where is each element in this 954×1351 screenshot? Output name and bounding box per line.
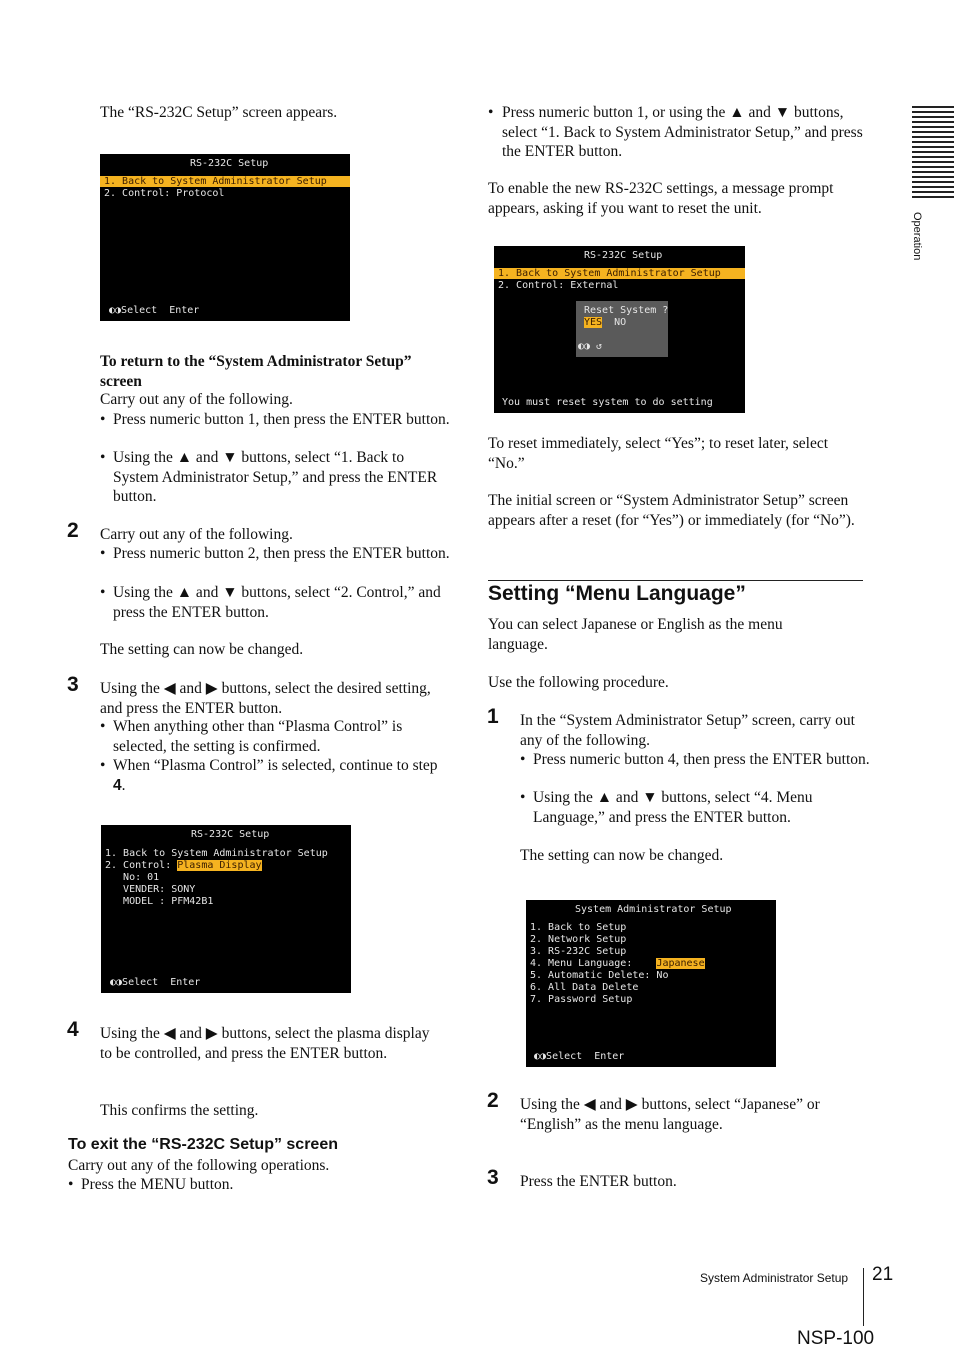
step2-intro: Carry out any of the following.: [100, 526, 293, 543]
screen-footer: [110, 977, 200, 989]
footer-text: Select Enter: [546, 1051, 625, 1062]
exit-intro: Carry out any of the following operations.: [68, 1157, 330, 1174]
step1-after: The setting can now be changed.: [520, 847, 724, 864]
menu-item-control: 2. Control: External: [498, 280, 619, 291]
left-right-icon: ◐◑: [534, 1051, 547, 1062]
screen-footer: You must reset system to do setting: [502, 397, 713, 408]
step2-intro: Using the ◀ and ▶ buttons, select “Japanese” or “English” as the menu language.: [520, 1096, 820, 1133]
menu-item-language: 4. Menu Language: Japanese: [530, 958, 705, 969]
menu-item-network: 2. Network Setup: [530, 934, 627, 945]
proc-para: Use the following procedure.: [488, 674, 669, 691]
dialog-nav-icons: ◐◑ ↺: [578, 341, 603, 352]
reset-dialog: [576, 301, 668, 357]
footer-section: System Administrator Setup: [700, 1271, 849, 1285]
rs232c-setup-screen: [100, 154, 350, 321]
exit-heading: To exit the “RS-232C Setup” screen: [68, 1136, 338, 1153]
yes-option: YES: [584, 317, 603, 328]
step4-after: This confirms the setting.: [100, 1102, 259, 1119]
device-model: MODEL : PFM42B1: [105, 896, 214, 907]
rs232c-reset-screen: [494, 246, 745, 413]
bullet-item: • Using the ▲ and ▼ buttons, select “1. Back to System Administrator Setup,” and press the ENTER button.: [100, 449, 438, 505]
screen-footer: [109, 305, 199, 317]
menu-item-auto-delete: 5. Automatic Delete: No: [530, 970, 669, 981]
system-admin-setup-screen: [526, 900, 776, 1067]
menu-item-back: 1. Back to System Administrator Setup: [498, 268, 721, 279]
screen-title: RS-232C Setup: [191, 829, 270, 840]
step-number: 2: [67, 519, 79, 542]
menu-item-data-delete: 6. All Data Delete: [530, 982, 639, 993]
bullet-item: • Press numeric button 4, then press the ENTER button.: [520, 751, 870, 768]
step1-intro: In the “System Administrator Setup” screen, carry out any of the following.: [520, 712, 855, 749]
menu-item-password: 7. Password Setup: [530, 994, 633, 1005]
bullet-item: • Press the MENU button.: [68, 1176, 234, 1193]
footer-text: Select Enter: [122, 977, 201, 988]
control-value-highlight: Plasma Display: [177, 860, 262, 871]
section-title: Setting “Menu Language”: [488, 582, 746, 605]
page-number: 21: [872, 1264, 894, 1285]
bullet-item: • Using the ▲ and ▼ buttons, select “4. Menu Language,” and press the ENTER button.: [520, 789, 813, 826]
step-number: 3: [67, 673, 79, 696]
section-rule: [488, 580, 863, 581]
device-vendor: VENDER: SONY: [105, 884, 196, 895]
menu-item-control: 2. Control: Plasma Display: [105, 860, 262, 871]
model-name: NSP-100: [797, 1328, 875, 1349]
menu-item-rs232c: 3. RS-232C Setup: [530, 946, 627, 957]
step3-intro: Press the ENTER button.: [520, 1173, 677, 1190]
bullet-item: • When anything other than “Plasma Control” is selected, the setting is confirmed.: [100, 718, 403, 755]
initial-para: The initial screen or “System Administrator Setup” screen appears after a reset (for “Yes”) or immediately (for “No”).: [488, 492, 855, 529]
lang-para: You can select Japanese or English as the menu language.: [488, 616, 783, 653]
screen-title: System Administrator Setup: [575, 904, 732, 915]
intro-text: The “RS-232C Setup” screen appears.: [100, 104, 338, 121]
step-number: 3: [487, 1166, 499, 1189]
bullet-item: • Press numeric button 1, or using the ▲ and ▼ buttons, select “1. Back to System Administrator Setup,” and press the ENTER button.: [488, 104, 863, 160]
step-number: 2: [487, 1089, 499, 1112]
footer-text: Select Enter: [121, 305, 200, 316]
device-number: No: 01: [105, 872, 160, 883]
menu-item-back-to-setup: 1. Back to Setup: [530, 922, 627, 933]
dialog-options: [584, 317, 626, 329]
screen-title: RS-232C Setup: [190, 158, 269, 169]
rs232c-plasma-screen: [101, 825, 351, 993]
bullet-item: • Using the ▲ and ▼ buttons, select “2. Control,” and press the ENTER button.: [100, 584, 441, 621]
step2-after: The setting can now be changed.: [100, 641, 304, 658]
bullet-item: • Press numeric button 1, then press the ENTER button.: [100, 411, 450, 428]
left-right-icon: ◐◑: [109, 305, 122, 316]
menu-item-control: 2. Control: Protocol: [104, 188, 225, 199]
footer-divider: [863, 1268, 864, 1326]
dialog-title: Reset System ?: [584, 305, 669, 316]
side-tab-label: Operation: [911, 212, 923, 261]
left-right-icon: ◐◑: [110, 977, 123, 988]
step4-intro: Using the ◀ and ▶ buttons, select the plasma display to be controlled, and press the ENTER button.: [100, 1025, 430, 1062]
menu-item-back: 1. Back to System Administrator Setup: [104, 176, 327, 187]
return-heading: To return to the “System Administrator Setup” screen: [100, 353, 412, 390]
language-value-highlight: Japanese: [656, 958, 705, 969]
step-number: 1: [487, 705, 499, 728]
screen-title: RS-232C Setup: [584, 250, 663, 261]
screen-footer: [534, 1051, 624, 1063]
bullet-item: • Press numeric button 2, then press the ENTER button.: [100, 545, 450, 562]
return-intro: Carry out any of the following.: [100, 391, 293, 408]
step3-intro: Using the ◀ and ▶ buttons, select the desired setting, and press the ENTER button.: [100, 680, 431, 717]
no-option: NO: [614, 317, 627, 328]
step-number: 4: [67, 1018, 79, 1041]
side-tab-stripes: [912, 106, 954, 200]
enable-para: To enable the new RS-232C settings, a message prompt appears, asking if you want to reset the unit.: [488, 180, 834, 217]
menu-item-back: 1. Back to System Administrator Setup: [105, 848, 328, 859]
bullet-item: • When “Plasma Control” is selected, continue to step 4.: [100, 757, 438, 794]
reset-para: To reset immediately, select “Yes”; to reset later, select “No.”: [488, 435, 829, 472]
